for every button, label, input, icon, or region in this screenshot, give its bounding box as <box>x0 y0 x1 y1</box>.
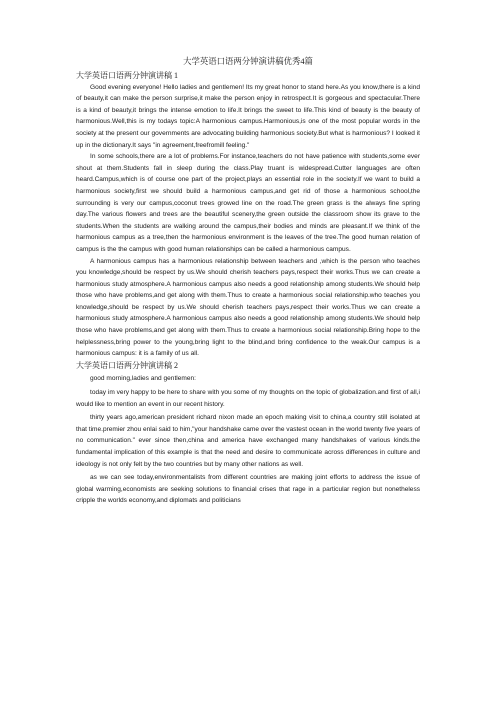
document-body <box>76 70 420 507</box>
body-paragraph: A harmonious campus has a harmonious relationship between teachers and ,which is the person who teaches you knowledge,should be respect by us.We should cherish teachers pays,respect their works.Thus we can create a harmonious study atmosphere.A harmonious campus also needs a good relationship among students.We should help those who have problems,and get along with them.Thus to create a harmonious social relationship.who teaches you knowledge,should be respect by us.We should cherish teachers pays,respect their works.Thus we can create a harmonious study atmosphere.A harmonious campus also needs a good relationship among students.We should help those who have problems,and get along with them.Thus to create a harmonious social relationship.Bring hope to the helplessness,bring power to the young,bring light to the blind,and bring confidence to the weak.Our campus is a harmonious campus: it is a family of us all. <box>76 257 420 358</box>
body-paragraph: as we can see today,environmentalists from different countries are making joint efforts to address the issue of global warming,economists are seeking solutions to financial crises that rage in a particular region but nonetheless cripple the worlds economy,and diplomats and politicians <box>76 474 420 505</box>
section-heading: 大学英语口语两分钟演讲稿 1 <box>76 71 178 80</box>
document-title: 大学英语口语两分钟演讲稿优秀4篇 <box>183 57 313 66</box>
body-paragraph: Good evening everyone! Hello ladies and gentlemen! Its my great honor to stand here.As you know,there is a kind of beauty,it can make the person surprise,it make the person enjoy in retrospect.It is gorgeous and spectacular.There is a kind of beauty,it brings the intense emotion to life.It brings the sweet to life.This kind of beauty is the beauty of harmonious.Well,this is my todays topic:A harmonious campus.Harmonious,is one of the most popular words in the society at the present our governments are advocating building harmonious society.But what is harmonious? I looked it up in the dictionary.It says "in agreement,freefromill feeling." <box>76 83 420 149</box>
section-heading: 大学英语口语两分钟演讲稿 2 <box>76 360 178 370</box>
body-paragraph: thirty years ago,american president richard nixon made an epoch making visit to china,a country still isolated at that time.premier zhou enlai said to him,"your handshake came over the vastest ocean in the world twenty five years of no communication." ever since then,china and america have exchanged many handshakes of various kinds.the fundamental implication of this example is that the need and desire to communicate across differences in culture and ideology is not only felt by the two countries but by many other nations as well. <box>76 414 420 468</box>
body-paragraph: good morning,ladies and gentlemen: <box>90 375 196 383</box>
body-paragraph: today im very happy to be here to share with you some of my thoughts on the topic of globalization.and first of all,i would like to mention an event in our recent history. <box>76 389 420 408</box>
body-paragraph: In some schools,there are a lot of problems.For instance,teachers do not have patience with students,some ever shout at them.Students fall in sleep during the class.Play truant is widespread.Cutter languages are often heard.Campus,which is of course one part of the project,plays an essential role in the society.If we want to build a harmonious society,first we should build a harmonious campus,and get rid of those a harmonious school,the surrounding is very our campus,coconut trees growed line on the road.The green grass is the always fine spring day.The various flowers and trees are the beautiful scenery,the green outside the classroom show its grave to the students.When the students are walking around the campus,their bodies and minds are pleasant.If we think of the harmonious campus as a tree,then the harmonious environment is the leaves of the tree.The good human relation of campus is the the campus with good human relationships can be called a harmonious campus. <box>76 153 420 253</box>
